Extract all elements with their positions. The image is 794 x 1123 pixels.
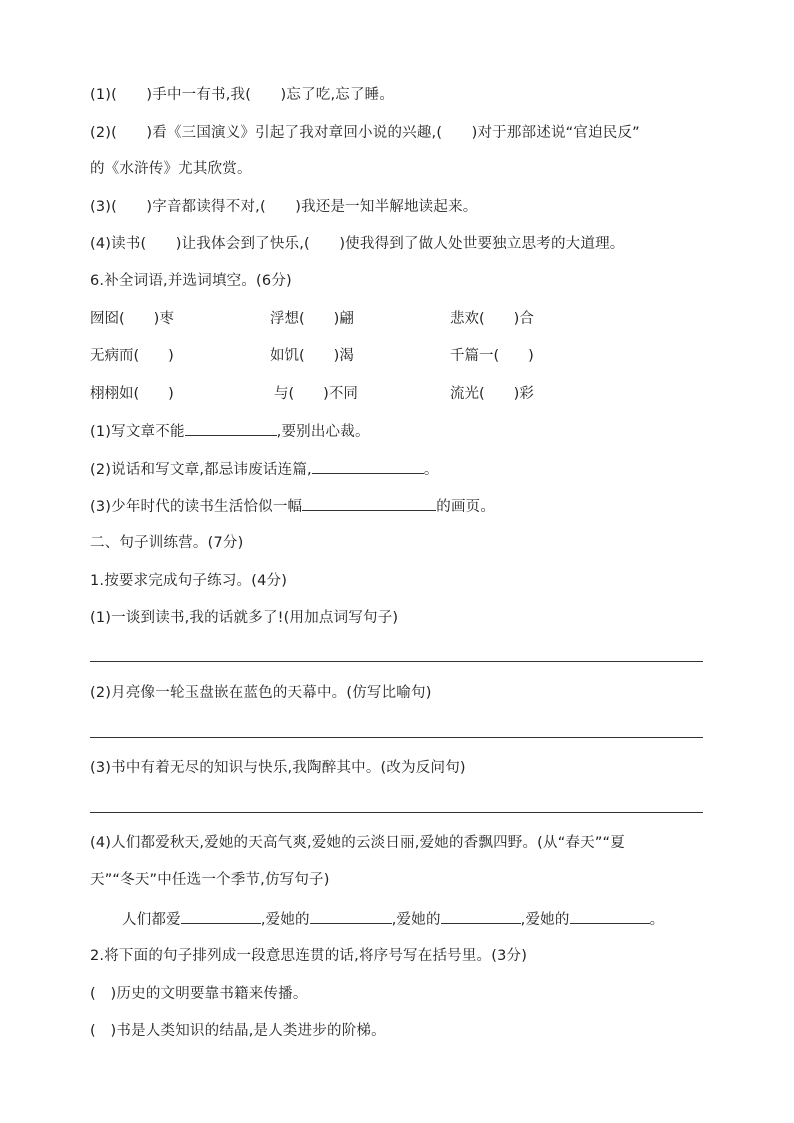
s2-q1-item-4-pattern (122, 909, 664, 930)
q6-fill-3-pre: (3)少年时代的读书生活恰似一幅 (90, 499, 303, 515)
q6-word-1-3: 悲欢( )合 (450, 311, 534, 327)
s2-q1-item-1: (1)一谈到读书,我的话就多了!(用加点词写句子) (90, 610, 399, 626)
q6-fill-2 (90, 459, 439, 480)
pattern-blank-1[interactable] (181, 909, 261, 924)
s2-q1-item-3: (3)书中有着无尽的知识与快乐,我陶醉其中。(改为反问句) (90, 760, 466, 776)
pattern-part-5: 。 (649, 912, 665, 928)
q6-word-1-1: 囫囵( )枣 (90, 311, 174, 327)
q6-title: 6.补全词语,并选词填空。(6分) (90, 273, 292, 289)
q5-item-3: (3)( )字音都读得不对,( )我还是一知半解地读起来。 (90, 199, 478, 215)
s2-q2-item-1: ( )历史的文明要靠书籍来传播。 (90, 986, 308, 1002)
pattern-blank-2[interactable] (310, 909, 392, 924)
pattern-part-4: ,爱她的 (520, 912, 570, 928)
s2-q2-title: 2.将下面的句子排列成一段意思连贯的话,将序号写在括号里。(3分) (90, 948, 528, 964)
q6-word-3-2: 与( )不同 (274, 386, 358, 402)
pattern-blank-4[interactable] (570, 909, 650, 924)
q6-fill-3 (90, 496, 495, 517)
q6-word-1-2: 浮想( )翩 (270, 311, 354, 327)
q6-fill-2-pre: (2)说话和写文章,都忌讳废话连篇, (90, 462, 312, 478)
q5-item-1: (1)( )手中一有书,我( )忘了吃,忘了睡。 (90, 87, 395, 103)
q6-word-2-3: 千篇一( ) (450, 348, 534, 364)
q5-item-4: (4)读书( )让我体会到了快乐,( )使我得到了做人处世要独立思考的大道理。 (90, 236, 625, 252)
s2-q1-item-1-answer-line[interactable] (90, 661, 703, 662)
q6-fill-1-pre: (1)写文章不能 (90, 424, 185, 440)
s2-q1-item-4-line-2: 天”“冬天”中任选一个季节,仿写句子) (90, 872, 330, 888)
q6-word-3-1: 栩栩如( ) (90, 386, 174, 402)
q6-word-2-2: 如饥( )渴 (270, 348, 354, 364)
q5-item-2-cont: 的《水浒传》尤其欣赏。 (90, 161, 252, 177)
pattern-part-2: ,爱她的 (260, 912, 310, 928)
s2-q1-item-2: (2)月亮像一轮玉盘嵌在蓝色的天幕中。(仿写比喻句) (90, 685, 432, 701)
s2-q1-title: 1.按要求完成句子练习。(4分) (90, 573, 288, 589)
s2-q1-item-2-answer-line[interactable] (90, 737, 703, 738)
q6-word-3-3: 流光( )彩 (450, 386, 534, 402)
pattern-blank-3[interactable] (441, 909, 521, 924)
q6-fill-1-post: ,要别出心裁。 (276, 424, 370, 440)
pattern-part-1: 人们都爱 (122, 912, 181, 928)
q6-fill-2-blank[interactable] (312, 459, 424, 474)
section2-title: 二、句子训练营。(7分) (90, 535, 244, 551)
q5-item-2: (2)( )看《三国演义》引起了我对章回小说的兴趣,( )对于那部述说“官迫民反” (90, 125, 640, 141)
s2-q1-item-4-line-1: (4)人们都爱秋天,爱她的天高气爽,爱她的云淡日丽,爱她的香飘四野。(从“春天”“夏 (90, 835, 625, 851)
s2-q2-item-2: ( )书是人类知识的结晶,是人类进步的阶梯。 (90, 1023, 386, 1039)
q6-word-2-1: 无病而( ) (90, 348, 174, 364)
q6-fill-1 (90, 421, 370, 442)
pattern-part-3: ,爱她的 (391, 912, 441, 928)
q6-fill-1-blank[interactable] (185, 421, 277, 436)
q6-fill-2-post: 。 (423, 462, 439, 478)
s2-q1-item-3-answer-line[interactable] (90, 812, 703, 813)
q6-fill-3-blank[interactable] (302, 496, 436, 511)
q6-fill-3-post: 的画页。 (436, 499, 496, 515)
